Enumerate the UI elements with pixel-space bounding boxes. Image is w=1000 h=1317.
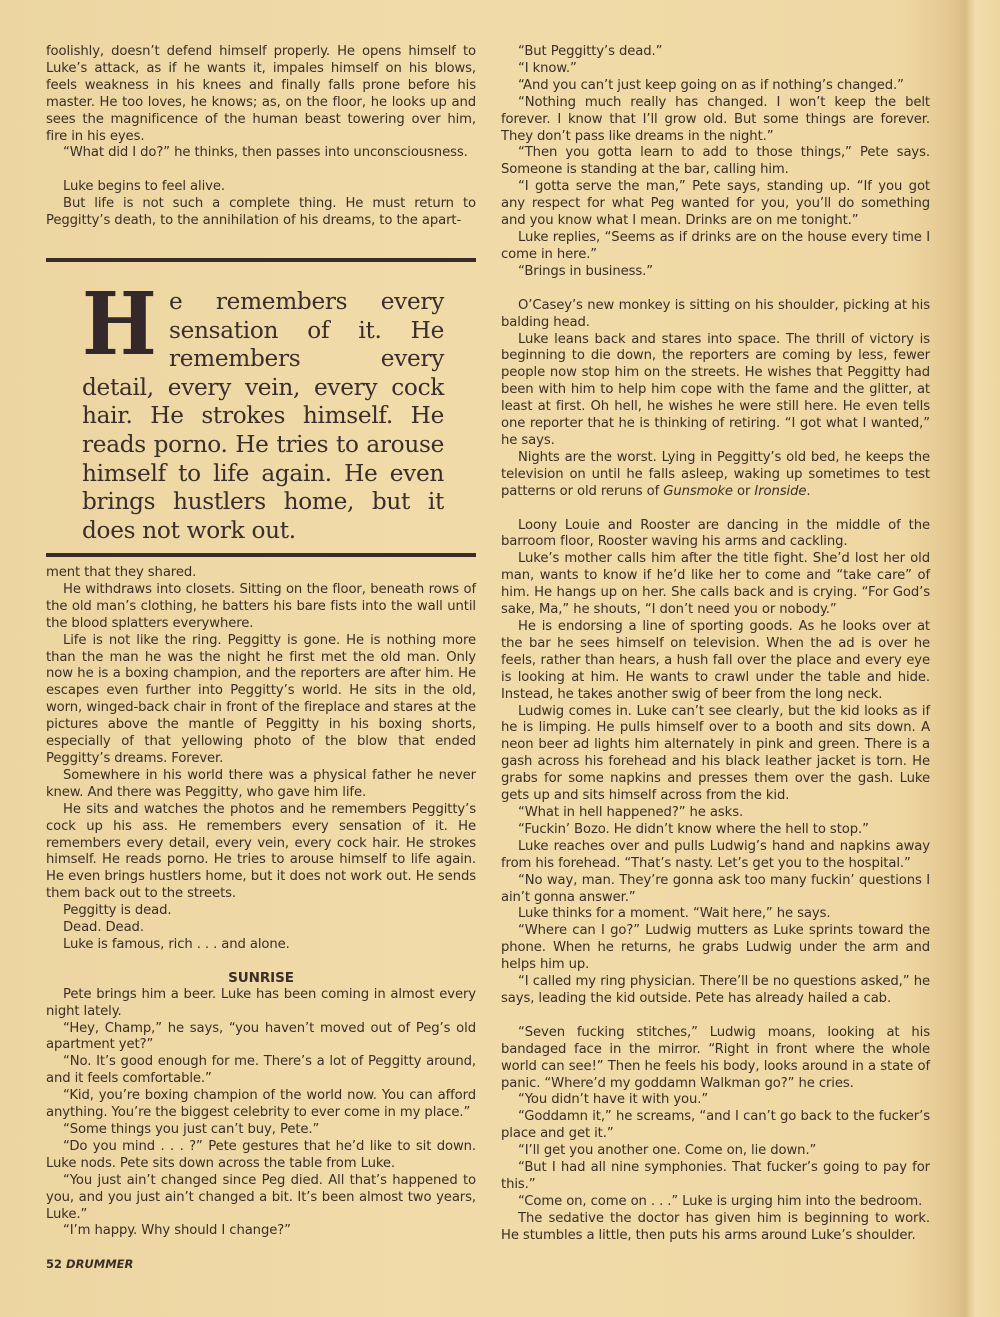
paragraph: “And you can’t just keep going on as if nothing’s changed.” (518, 77, 904, 93)
paragraph: “You didn’t have it with you.” (518, 1092, 709, 1108)
paragraph: But life is not such a complete thing. He must return to Peggitty’s death, to the annihilation of his dreams, to the apart- (46, 196, 476, 229)
paragraph: “I called my ring physician. There’ll be no questions asked,” he says, leading the kid outside. Pete has already hailed a cab. (501, 974, 930, 1006)
paragraph: “Hey, Champ,” he says, “you haven’t moved out of Peg’s old apartment yet?” (46, 1020, 476, 1053)
paragraph: “Nothing much really has changed. I won’t keep the belt forever. I know that I’ll grow old. But some things are forever. They don’t pass like dreams in the night.” (501, 94, 930, 144)
right-column (501, 44, 930, 1245)
paragraph: “Where can I go?” Ludwig mutters as Luke sprints toward the phone. When he returns, he grabs Ludwig under the arm and helps him up. (501, 923, 930, 973)
paragraph: The sedative the doctor has given him is beginning to work. He stumbles a little, then puts his arms around Luke’s shoulder. (501, 1210, 930, 1243)
paragraph: Life is not like the ring. Peggitty is gone. He is nothing more than the man he was the night he first met the old man. Only now he is a boxing champion, and the reporters are after him. He escapes even further into Peggitty’s world. He sits in the old, worn, winged-back chair in front of the fireplace and stares at the pictures above the mantle of Peggitty in his boxing shorts, especially of that yellowing photo of the blow that ended Peggitty’s dreams. Forever. (46, 632, 476, 766)
paragraph: Luke leans back and stares into space. The thrill of victory is beginning to die down, the reporters are coming by less, fewer people now stop him on the streets. He wishes that Peggitty had been with him to help him cope with the fame and the glitter, at least at first. Oh hell, he wishes he were still here. He even tells one reporter that he is thinking of retiring. “I got what I wanted,” he says. (501, 331, 930, 448)
paragraph: “Goddamn it,” he screams, “and I can’t go back to the fucker’s place and get it.” (501, 1109, 930, 1142)
paragraph: “But Peggitty’s dead.” (518, 44, 663, 59)
paragraph: “What in hell happened?” he asks. (518, 804, 744, 820)
section-heading: SUNRISE (228, 969, 294, 986)
paragraph: He is endorsing a line of sporting goods. As he looks over at the bar he sees himself on television. When the ad is over he feels, rather than hears, a hush fall over the place and every eye is looking at him. He wants to crawl under the table and hide. Instead, he takes another swig of beer from the long neck. (501, 619, 930, 702)
paragraph: “Kid, you’re boxing champion of the world now. You can afford anything. You’re the biggest celebrity to ever come in my place.” (46, 1088, 476, 1121)
paragraph-text: Nights are the worst. Lying in Peggitty’s old bed, he keeps the television on until he falls asleep, waking up sometimes to test patterns or old reruns of (501, 449, 930, 499)
page-footer (46, 1257, 133, 1271)
page-number: 52 (46, 1257, 63, 1271)
paragraph: “I know.” (518, 60, 577, 76)
paragraph: ment that they shared. (46, 565, 197, 580)
paragraph: “I’m happy. Why should I change?” (63, 1223, 291, 1239)
paragraph: Luke reaches over and pulls Ludwig’s hand and napkins away from his forehead. “That’s nasty. Let’s get you to the hospital.” (501, 838, 930, 871)
paragraph: foolishly, doesn’t defend himself properly. He opens himself to Luke’s attack, as if he wants it, impales himself on his blows, feels weakness in his knees and finally falls prone before his master. He too loves, he knows; as, on the floor, he looks up and sees the magnificence of the human beast towering over him, fire in his eyes. (46, 44, 476, 144)
left-column-bottom (46, 565, 476, 1240)
paragraph: “But I had all nine symphonies. That fucker’s going to pay for this.” (501, 1160, 930, 1192)
paragraph: He withdraws into closets. Sitting on the floor, beneath rows of the old man’s clothing, he batters his bare fists into the wall until the blood splatters everywhere. (46, 581, 476, 631)
paragraph: Peggitty is dead. (63, 903, 172, 919)
paragraph: “Brings in business.” (518, 263, 653, 279)
paragraph-text: . (806, 483, 811, 499)
paragraph: “No. It’s good enough for me. There’s a lot of Peggitty around, and it feels comfortable.” (46, 1054, 476, 1087)
show-title: Gunsmoke (663, 483, 733, 499)
paragraph: Pete brings him a beer. Luke has been coming in almost every night lately. (46, 986, 476, 1019)
paragraph: Somewhere in his world there was a physical father he never knew. And there was Peggitty, who gave him life. (46, 767, 476, 800)
paragraph: “I’ll get you another one. Come on, lie down.” (518, 1143, 817, 1159)
publication-name: DRUMMER (66, 1257, 134, 1271)
paragraph: “Come on, come on . . .” Luke is urging him into the bedroom. (518, 1193, 923, 1209)
paragraph: “Some things you just can’t buy, Pete.” (63, 1122, 320, 1137)
paragraph: O’Casey’s new monkey is sitting on his shoulder, picking at his balding head. (501, 297, 930, 330)
paragraph: “Do you mind . . . ?” Pete gestures that he’d like to sit down. Luke nods. Pete sits down across the table from Luke. (46, 1138, 476, 1171)
drop-cap: H (82, 274, 157, 375)
show-title: Ironside (754, 483, 807, 499)
paragraph: “Fuckin’ Bozo. He didn’t know where the hell to stop.” (518, 821, 869, 837)
pull-quote-top-rule (46, 258, 476, 262)
paragraph: Luke begins to feel alive. (63, 179, 225, 195)
paragraph: Luke’s mother calls him after the title fight. She’d lost her old man, wants to know if he’d like her to come and “take care” of him. He hangs up on her. She calls back and is crying. “For God’s sake, Ma,” he shouts, “I don’t need you or nobody.” (501, 551, 930, 618)
paragraph: Ludwig comes in. Luke can’t see clearly, but the kid looks as if he is limping. He pulls himself over to a booth and sits down. A neon beer ad lights him alternately in pink and green. There is a gash across his forehead and his black leather jacket is torn. He grabs for some napkins and presses them over the gash. Luke gets up and sits himself across from the kid. (501, 703, 930, 804)
paragraph: Loony Louie and Rooster are dancing in the middle of the barroom floor, Rooster waving his arms and cackling. (501, 517, 930, 550)
paragraph: “No way, man. They’re gonna ask too many fuckin’ questions I ain’t gonna answer.” (501, 872, 930, 905)
paragraph: Luke thinks for a moment. “Wait here,” he says. (518, 906, 831, 922)
pull-quote-text: e remembers every sensation of it. He remembers every detail, every vein, every cock hair. He strokes himself. He reads porno. He tries to arouse himself to life again. He even brings hustlers home, but it does not work out. (82, 288, 444, 544)
paragraph: “What did I do?” he thinks, then passes into unconsciousness. (63, 145, 468, 161)
left-column-top (46, 44, 476, 230)
paragraph: “I gotta serve the man,” Pete says, standing up. “If you got any respect for what Peg wanted for you, you’ll do something and you know what I mean. Drinks are on me tonight.” (501, 179, 930, 229)
paragraph: Dead. Dead. (63, 920, 144, 936)
paragraph: “You just ain’t changed since Peg died. All that’s happened to you, and you just ain’t changed a bit. It’s been almost two years, Luke.” (46, 1172, 476, 1222)
paragraph: He sits and watches the photos and he remembers Peggitty’s cock up his ass. He remembers every sensation of it. He remembers every detail, every vein, every cock hair. He strokes himself. He reads porno. He tries to arouse himself to life again. He even brings hustlers home, but it does not work out. He sends them back out to the streets. (46, 801, 476, 902)
paragraph: Luke replies, “Seems as if drinks are on the house every time I come in here.” (501, 229, 930, 262)
pull-quote-bottom-rule (46, 553, 476, 557)
paragraph: “Seven fucking stitches,” Ludwig moans, looking at his bandaged face in the mirror. “Right in front where the whole world can see!” Then he feels his body, looks around in a state of panic. “Where’d my goddamn Walkman go?” he cries. (501, 1024, 930, 1091)
paragraph-text: or (732, 483, 755, 499)
paragraph (501, 450, 930, 501)
pull-quote (82, 274, 444, 545)
paragraph: “Then you gotta learn to add to those things,” Pete says. Someone is standing at the bar, calling him. (501, 145, 930, 178)
paragraph: Luke is famous, rich . . . and alone. (63, 936, 290, 952)
